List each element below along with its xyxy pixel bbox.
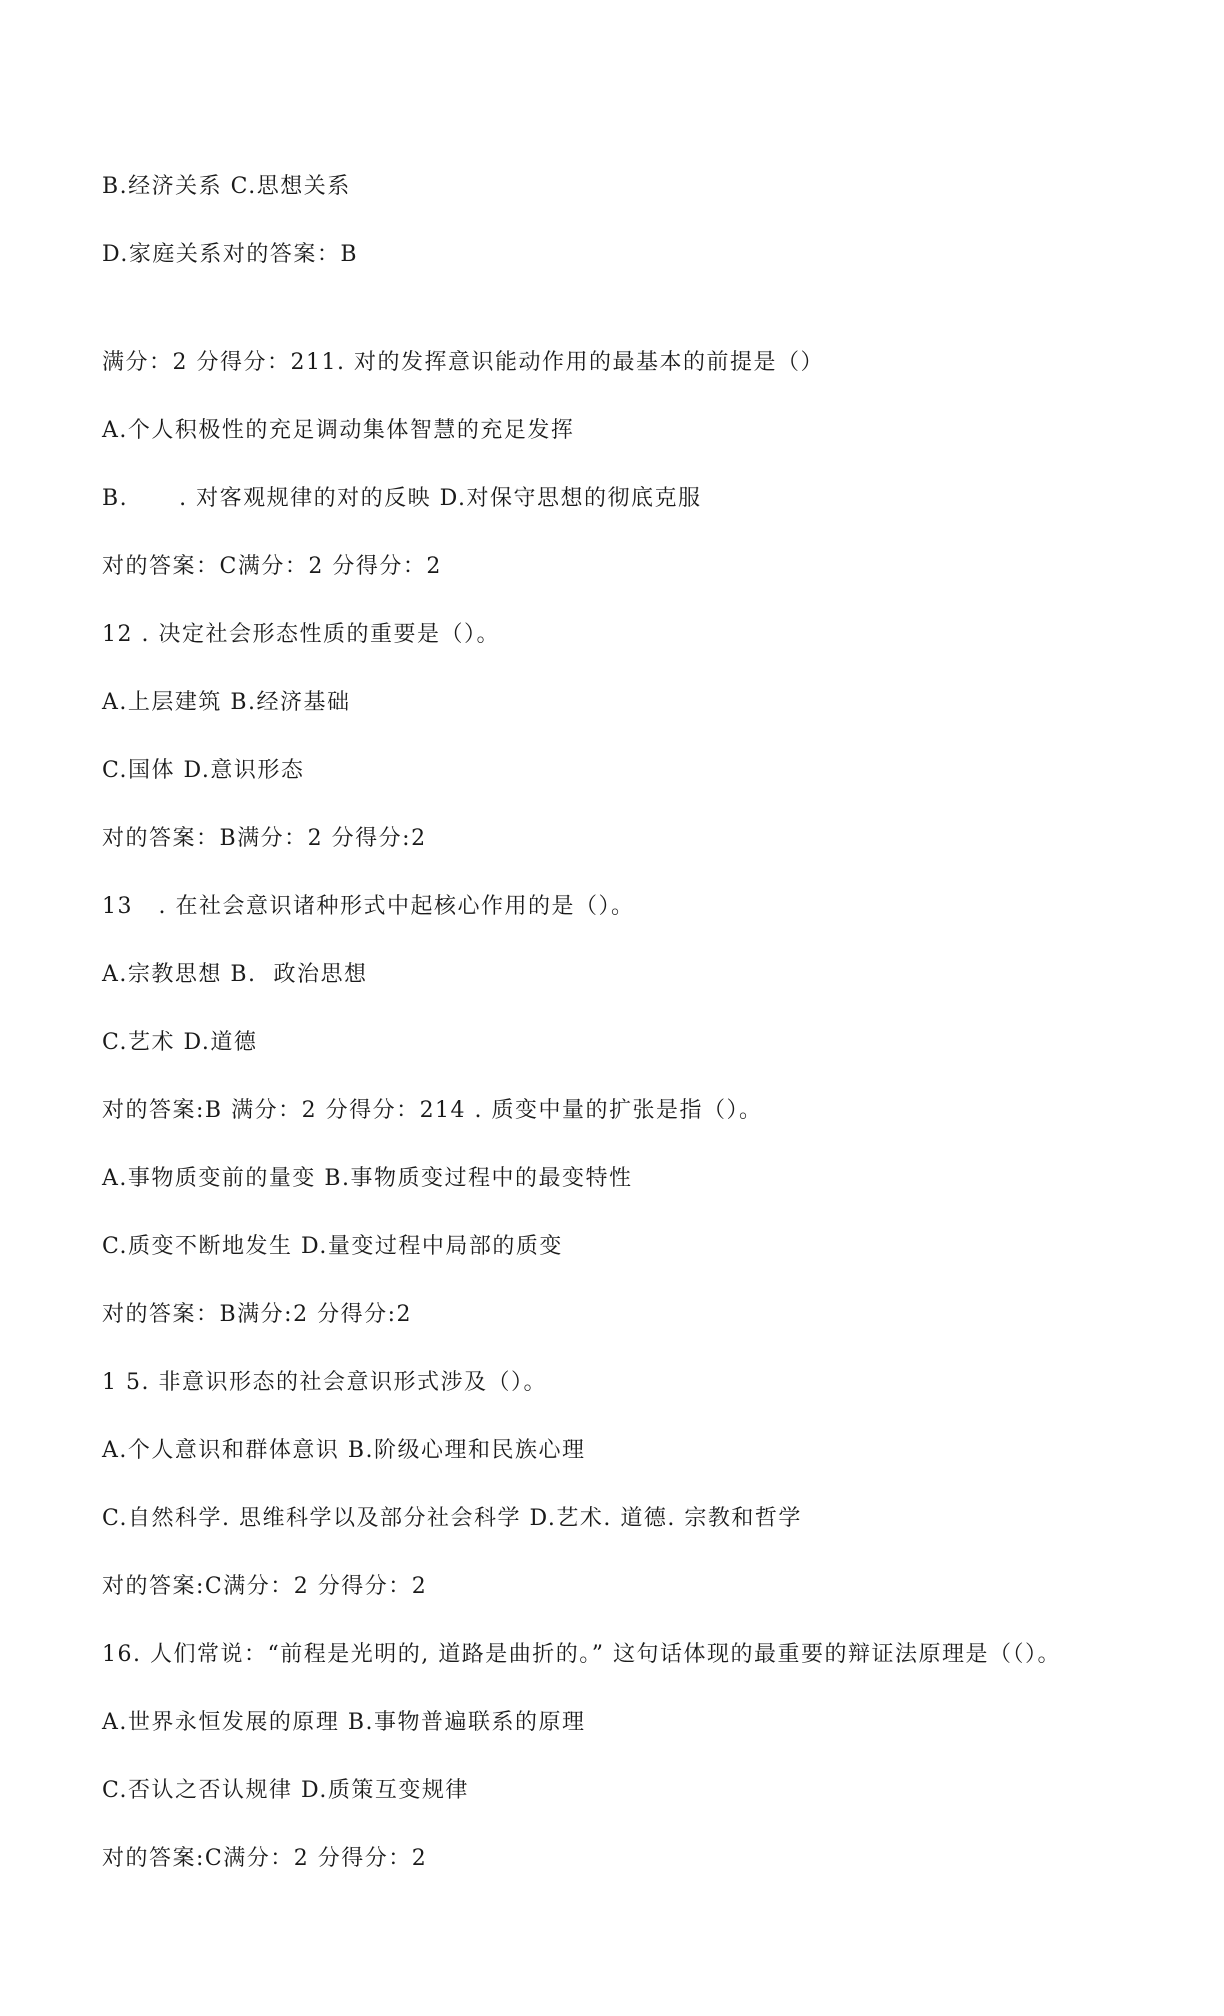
text-line-options-bd: B. . 对客观规律的对的反映 D.对保守思想的彻底克服 (102, 486, 702, 511)
text-line-question-12: 12 . 决定社会形态性质的重要是（）。 (102, 622, 500, 647)
text-line-options-ab: A.个人意识和群体意识 B.阶级心理和民族心理 (102, 1438, 586, 1463)
text-line-answer-question-14: 对的答案:B 满分：2 分得分：214 . 质变中量的扩张是指（）。 (102, 1098, 763, 1123)
text-line-options-bc: B.经济关系 C.思想关系 (102, 174, 351, 199)
text-line-answer: 对的答案:C满分：2 分得分：2 (102, 1574, 428, 1599)
text-line-question-11: 满分：2 分得分：211. 对的发挥意识能动作用的最基本的前提是（） (102, 350, 824, 375)
text-line-option-a: A.个人积极性的充足调动集体智慧的充足发挥 (102, 418, 575, 443)
text-line-answer: 对的答案：C满分：2 分得分：2 (102, 554, 442, 579)
text-line-options-cd: C.国体 D.意识形态 (102, 758, 305, 783)
text-line-answer: 对的答案：B满分：2 分得分:2 (102, 826, 427, 851)
text-line-answer: 对的答案：B满分:2 分得分:2 (102, 1302, 412, 1327)
text-line-options-ab: A.宗教思想 B. 政治思想 (102, 962, 368, 987)
text-line-question-16: 16. 人们常说：“前程是光明的, 道路是曲折的。” 这句话体现的最重要的辩证法原理是（（）。 (102, 1642, 1061, 1667)
text-line-question-15: 1 5. 非意识形态的社会意识形式涉及（）。 (102, 1370, 547, 1395)
text-line-options-cd: C.质变不断地发生 D.量变过程中局部的质变 (102, 1234, 563, 1259)
text-line-answer: 对的答案:C满分：2 分得分：2 (102, 1846, 428, 1871)
text-line-options-cd: C.艺术 D.道德 (102, 1030, 258, 1055)
text-line-options-ab: A.事物质变前的量变 B.事物质变过程中的最变特性 (102, 1166, 633, 1191)
text-line-question-13: 13 . 在社会意识诸种形式中起核心作用的是（）。 (102, 894, 635, 919)
text-line-option-d-answer: D.家庭关系对的答案：B (102, 242, 359, 267)
text-line-options-ab: A.上层建筑 B.经济基础 (102, 690, 351, 715)
text-line-options-cd: C.否认之否认规律 D.质策互变规律 (102, 1778, 469, 1803)
text-line-options-ab: A.世界永恒发展的原理 B.事物普遍联系的原理 (102, 1710, 586, 1735)
text-line-options-cd: C.自然科学. 思维科学以及部分社会科学 D.艺术. 道德. 宗教和哲学 (102, 1506, 802, 1531)
